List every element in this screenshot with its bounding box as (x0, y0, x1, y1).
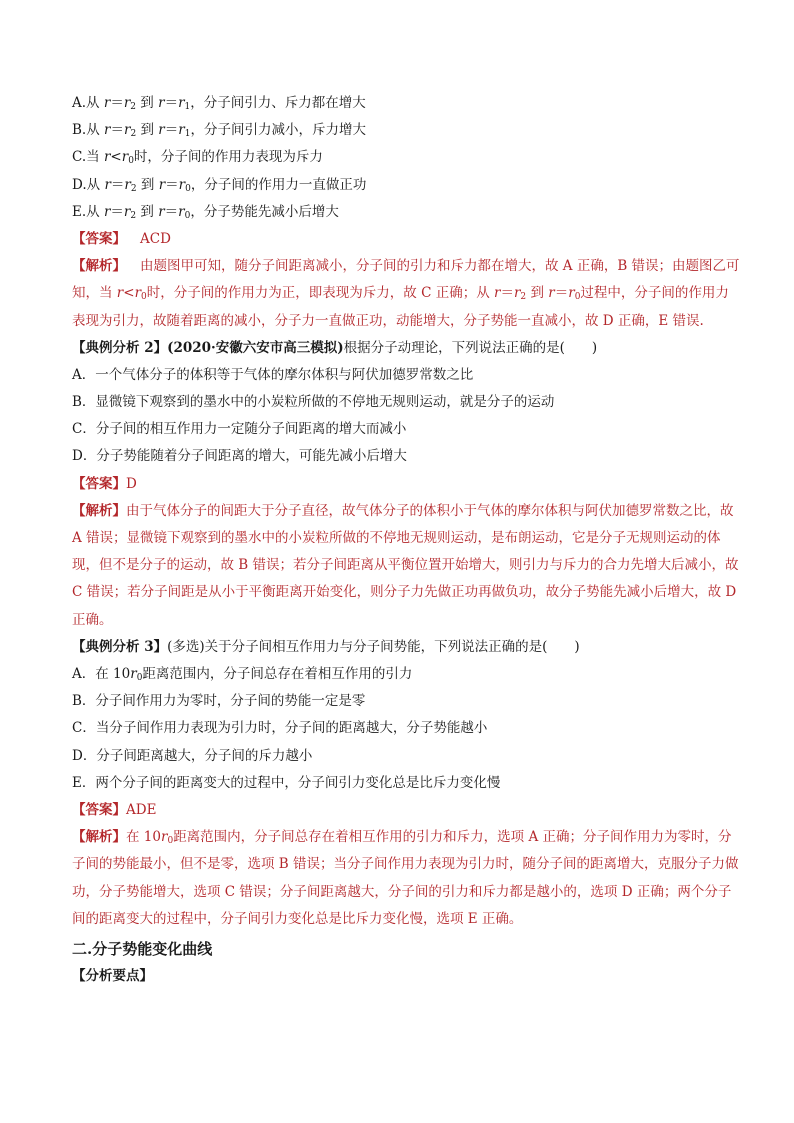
answer-value: ACD (140, 230, 171, 247)
equals-sign: ＝ (164, 203, 179, 220)
answer-label: 【答案】 (72, 230, 126, 247)
var-r: r (104, 122, 111, 139)
subscript: 0 (574, 292, 581, 303)
answer-value: ADE (126, 802, 157, 818)
option-e: E．两个分子间的距离变大的过程中，分子间引力变化总是比斥力变化慢 (72, 774, 501, 791)
section-heading: 二.分子势能变化曲线 (72, 940, 213, 958)
subscript: 2 (130, 129, 137, 140)
var-r: r (178, 122, 185, 139)
answer-1 (72, 226, 740, 253)
option-label: A.从 (72, 95, 104, 111)
option-a (72, 661, 740, 688)
var-r: r (158, 203, 165, 220)
var-r: r (160, 829, 168, 846)
subscript: 2 (130, 183, 137, 194)
var-r: r (178, 176, 186, 193)
equals-sign: ＝ (164, 122, 179, 139)
explanation-text: 由于气体分子的间距大于分子直径，故气体分子的体积小于气体的摩尔体积与阿伏加德罗常数之比，故 A 错误；显微镜下观察到的墨水中的小炭粒所做的不停地无规则运动，是布朗运动，它是分子无规则运动的体现，但不是分子的运动，故 B 错误；若分子间距离从平衡位置开始增大，则引力与斥力的合力先增大后减小，故 C 错误；若分子间距是从小于平衡距离开始变化，则分子力先做正功再做负功，故分子势能先减小后增大，故 D 正确。 (72, 502, 739, 628)
answer-2 (72, 471, 740, 498)
explanation-text: 过程中，分子间的作用力表现为引力，故随着距离的减小，分子力一直做正功，动能增大，分子势能一直减小，故 D 正确，E 错误. (72, 285, 729, 329)
to-word: 到 (136, 203, 159, 220)
less-than-sign: < (110, 149, 122, 166)
var-r: r (123, 203, 131, 220)
subscript: 0 (167, 836, 174, 847)
subscript: 1 (184, 129, 191, 140)
option-text: ，分子势能先减小后增大 (190, 203, 339, 220)
option-text: ，分子间引力减小，斥力增大 (190, 122, 366, 139)
answer-3 (72, 797, 740, 824)
explanation-text: 时，分子间的作用力为正，即表现为斥力，故 C 正确；从 (146, 285, 494, 302)
option-a (72, 90, 740, 117)
answer-value: D (126, 475, 137, 492)
explanation-label: 【解析】 (72, 258, 126, 275)
question-source: (2020·安徽六安市高三模拟) (167, 339, 344, 356)
var-r: r (548, 285, 555, 302)
option-text: A．在 10 (72, 666, 131, 683)
var-r: r (104, 176, 111, 193)
subscript: 2 (130, 102, 137, 112)
var-r: r (123, 122, 131, 139)
to-word: 到 (136, 122, 159, 139)
var-r: r (103, 149, 111, 166)
equals-sign: ＝ (110, 203, 124, 220)
var-r: r (124, 176, 131, 193)
option-label: B.从 (72, 122, 105, 139)
option-label: E.从 (72, 203, 104, 220)
option-text: ，分子间引力、斥力都在增大 (190, 95, 366, 111)
subscript: 1 (184, 102, 191, 112)
var-r: r (123, 95, 131, 111)
option-d (72, 172, 740, 199)
question-3 (72, 634, 740, 661)
question-2 (72, 335, 740, 362)
question-text: (多选)关于分子间相互作用力与分子间势能，下列说法正确的是( ) (167, 638, 580, 655)
option-c: C．当分子间作用力表现为引力时，分子间的距离越大，分子势能越小 (72, 720, 488, 737)
equals-sign: ＝ (165, 176, 179, 193)
option-text: 时，分子间的作用力表现为斥力 (133, 149, 323, 166)
var-r: r (134, 285, 142, 302)
option-text: 距离范围内，分子间总存在着相互作用的引力 (142, 666, 413, 683)
var-r: r (178, 203, 185, 220)
subscript: 2 (520, 292, 527, 303)
option-text: ，分子间的作用力一直做正功 (190, 176, 367, 193)
less-than-sign: < (123, 285, 135, 302)
var-r: r (103, 203, 111, 220)
page-content (72, 90, 740, 989)
option-c: C．分子间的相互作用力一定随分子间距离的增大而减小 (72, 421, 407, 438)
option-e (72, 199, 740, 226)
option-label: C.当 (72, 149, 104, 166)
option-b: B．显微镜下观察到的墨水中的小炭粒所做的不停地无规则运动，就是分子的运动 (72, 394, 555, 411)
explanation-text: 在 10 (126, 829, 161, 846)
var-r: r (121, 149, 129, 166)
answer-label: 【答案】 (72, 802, 126, 818)
answer-label: 【答案】 (72, 475, 126, 492)
equals-sign: ＝ (110, 176, 125, 193)
var-r: r (178, 95, 185, 111)
equals-sign: ＝ (554, 285, 569, 302)
subscript: 0 (136, 673, 143, 684)
explanation-label: 【解析】 (72, 829, 126, 846)
var-r: r (158, 95, 165, 111)
equals-sign: ＝ (164, 95, 179, 111)
var-r: r (103, 95, 111, 111)
option-label: D.从 (72, 176, 105, 193)
to-word: 到 (136, 176, 159, 193)
var-r: r (158, 176, 166, 193)
option-d: D．分子间距离越大，分子间的斥力越小 (72, 747, 313, 764)
option-c (72, 144, 740, 171)
option-b (72, 117, 740, 144)
to-word: 到 (526, 285, 549, 302)
question-text: 根据分子动理论，下列说法正确的是( ) (343, 339, 598, 356)
subscript: 0 (128, 156, 134, 167)
section-subheading: 【分析要点】 (72, 968, 153, 984)
subscript: 2 (130, 210, 137, 221)
var-r: r (158, 122, 165, 139)
option-b: B．分子间作用力为零时，分子间的势能一定是零 (72, 693, 366, 710)
subscript: 0 (184, 210, 191, 221)
explanation-3 (72, 824, 740, 933)
option-d: D．分子势能随着分子间距离的增大，可能先减小后增大 (72, 448, 407, 465)
equals-sign: ＝ (110, 95, 124, 111)
explanation-2 (72, 498, 740, 634)
question-label: 【典例分析 3】 (72, 638, 168, 655)
explanation-text: 距离范围内，分子间总存在着相互作用的引力和斥力，选项 A 正确；分子间作用力为零时，分子间的势能最小，但不是零，选项 B 错误；当分子间作用力表现为引力时，随分子间的距离增大，克服分子力做功，分子势能增大，选项 C 错误；分子间距离越大，分子间的引力和斥力都是越小的，选项 D 正确；两个分子间的距离变大的过程中，分子间引力变化总是比斥力变化慢，选项 E 正确。 (72, 829, 739, 927)
question-label: 【典例分析 2】 (72, 339, 168, 356)
explanation-1 (72, 253, 740, 335)
subscript: 0 (185, 183, 191, 194)
explanation-label: 【解析】 (72, 502, 126, 519)
option-a: A．一个气体分子的体积等于气体的摩尔体积与阿伏加德罗常数之比 (72, 366, 474, 383)
var-r: r (568, 285, 575, 302)
var-r: r (513, 285, 521, 302)
explanation-text: 由题图甲可知，随分子间距离减小，分子间的引力和斥力都在增大，故 A 正确，B 错误；由题图乙可知，当 (72, 258, 740, 302)
var-r: r (116, 285, 124, 302)
equals-sign: ＝ (110, 122, 124, 139)
subscript: 0 (141, 292, 147, 303)
to-word: 到 (136, 95, 159, 111)
equals-sign: ＝ (500, 285, 514, 302)
var-r: r (493, 285, 501, 302)
var-r: r (130, 666, 137, 683)
